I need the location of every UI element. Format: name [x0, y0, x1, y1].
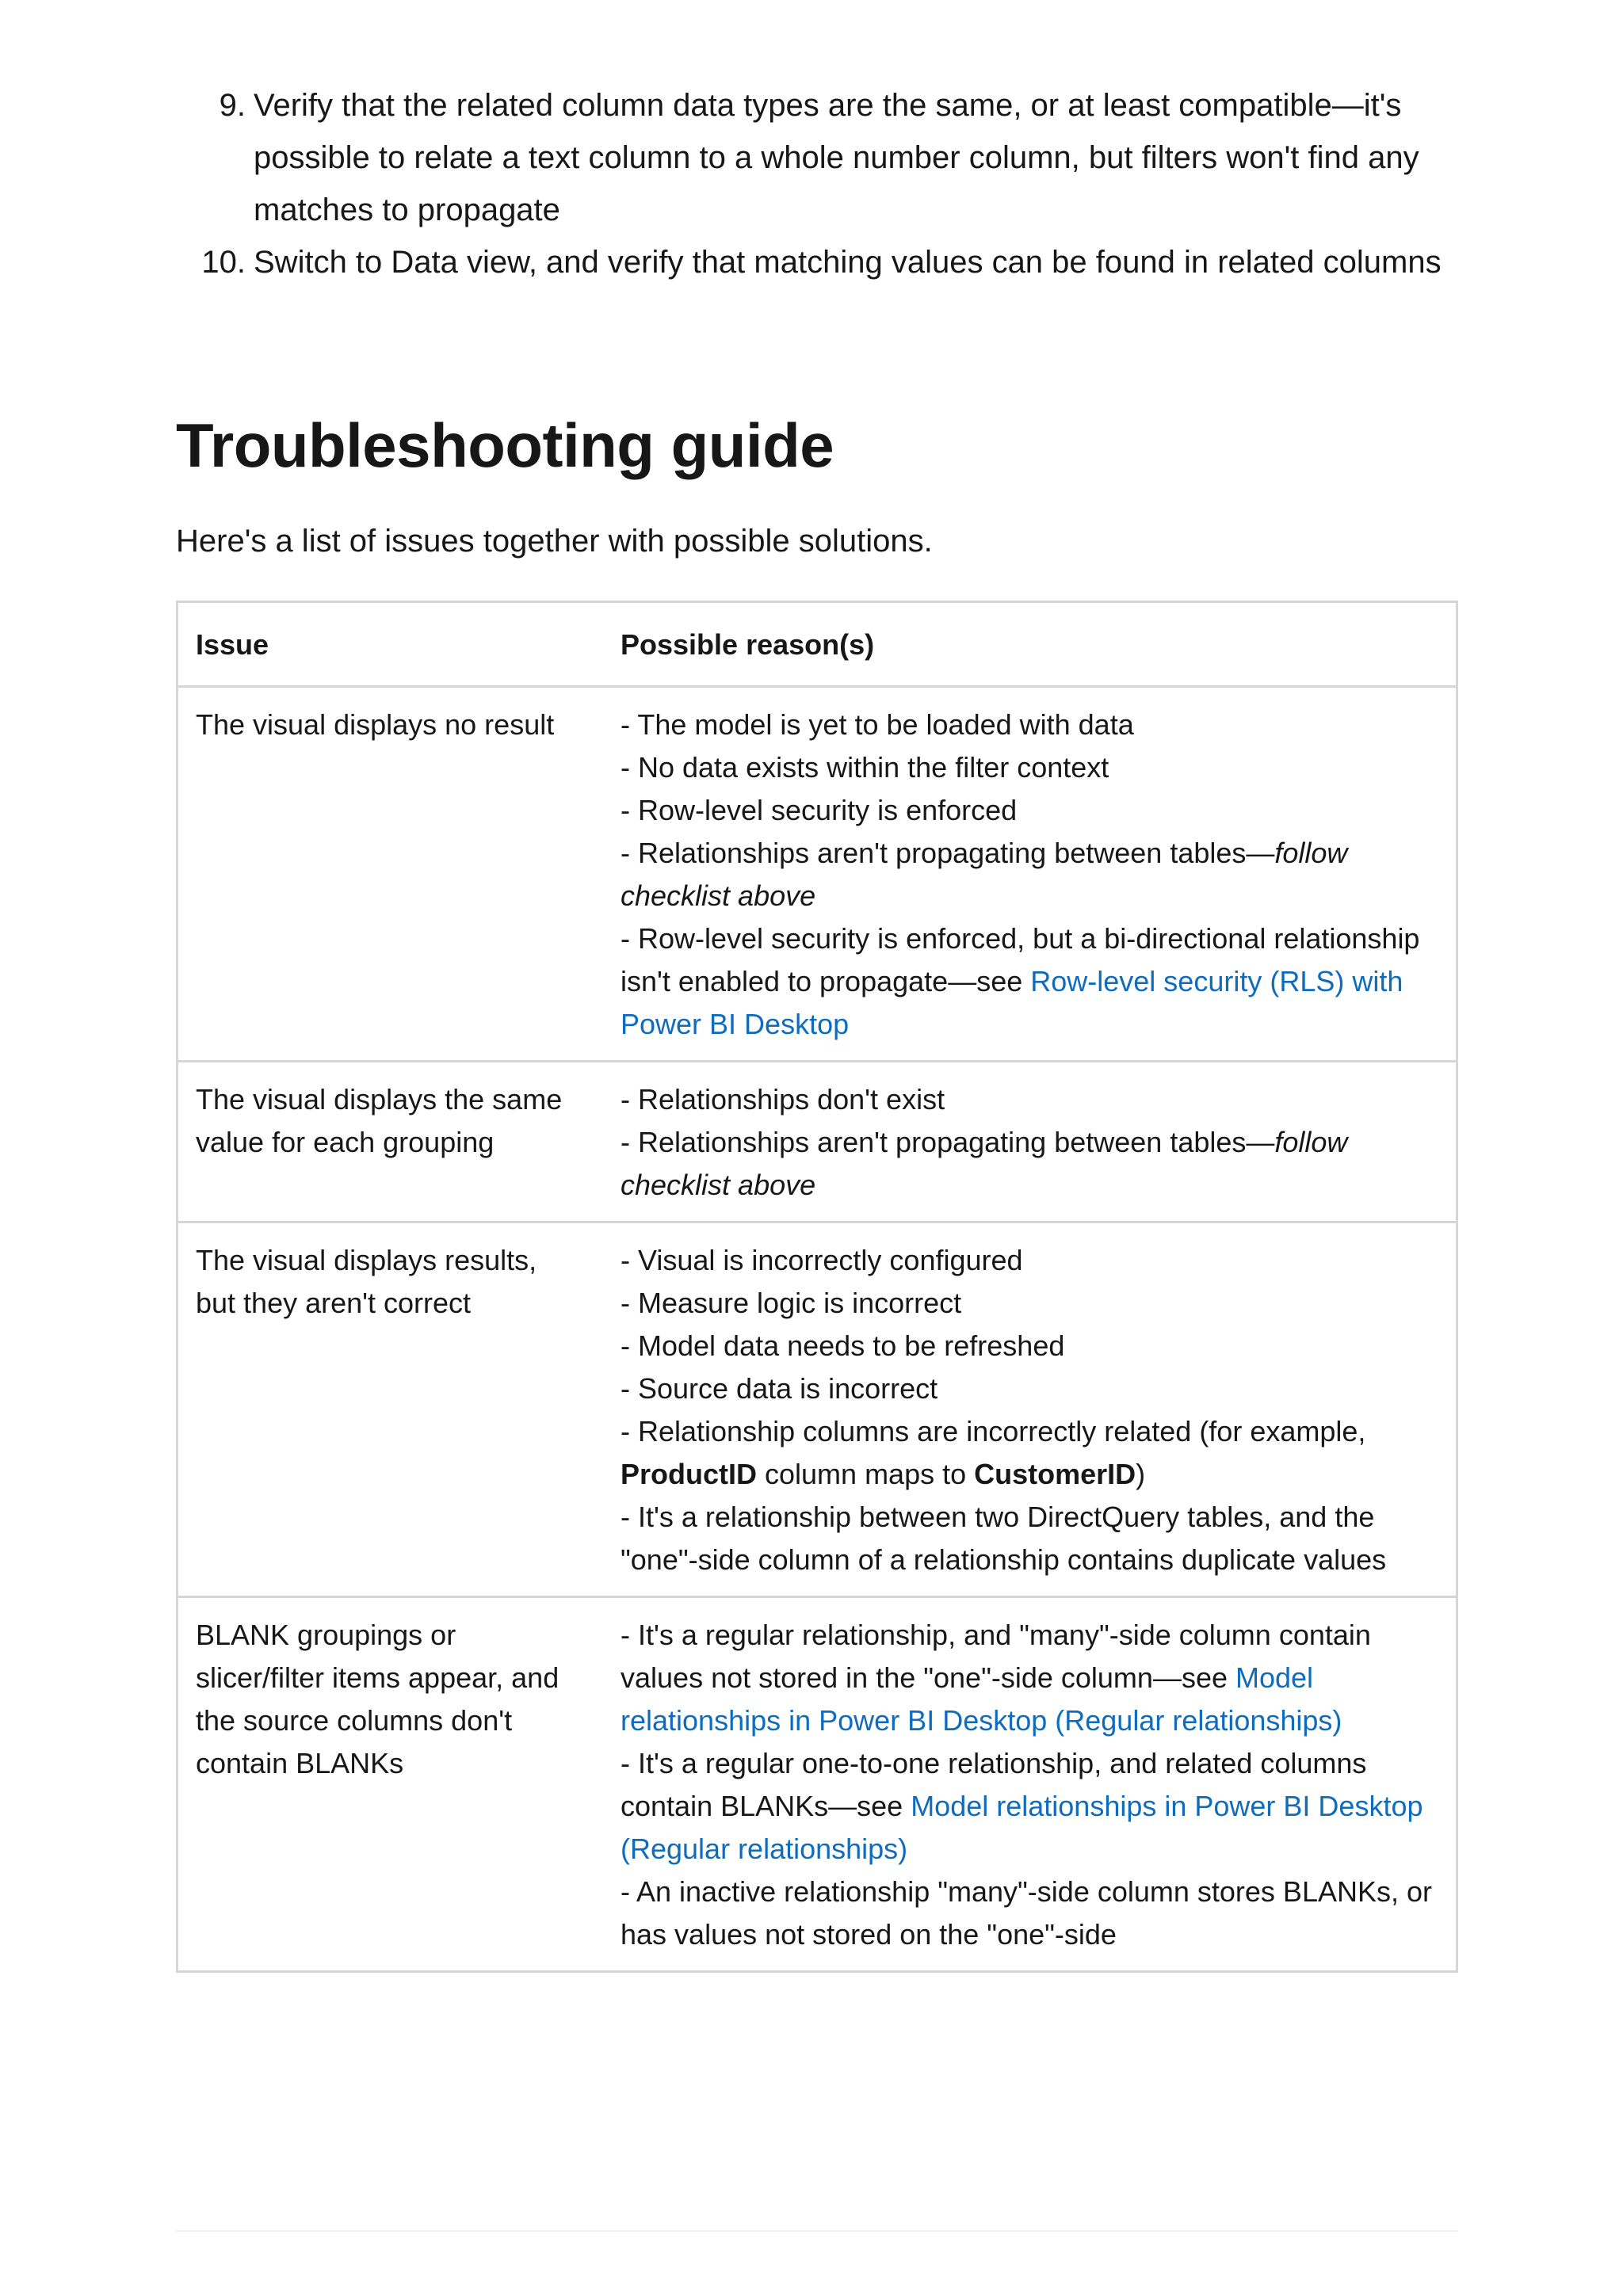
reason-line: - Model data needs to be refreshed	[621, 1329, 1065, 1362]
reason-line	[621, 1742, 1438, 1871]
reasons-cell	[603, 1222, 1457, 1597]
reason-line: - Row-level security is enforced	[621, 794, 1018, 826]
reason-text: )	[1136, 1458, 1146, 1490]
issue-cell: BLANK groupings or slicer/filter items appear, and the source columns don't contain BLANKs	[178, 1597, 604, 1972]
reason-line: - The model is yet to be loaded with data	[621, 708, 1134, 741]
column-header-issue: Issue	[178, 602, 604, 687]
table-row	[178, 1222, 1457, 1597]
column-name-productid: ProductID	[621, 1458, 758, 1490]
reason-line	[621, 1614, 1438, 1742]
issue-cell: The visual displays the same value for each grouping	[178, 1062, 604, 1222]
reasons-cell	[603, 1597, 1457, 1972]
list-number: 9.	[219, 88, 246, 123]
list-item-text: Verify that the related column data types are the same, or at least compatible—it's possible to relate a text column to a whole number column, but filters won't find any matches to propagate	[254, 88, 1419, 227]
reason-line	[621, 1410, 1438, 1496]
reason-line	[621, 1121, 1438, 1207]
list-item	[176, 236, 1458, 288]
reason-line: - No data exists within the filter context	[621, 751, 1109, 784]
reason-emphasis: follow checklist above	[621, 837, 1348, 912]
checklist-continued	[176, 79, 1458, 288]
reason-line: - Measure logic is incorrect	[621, 1287, 962, 1319]
reason-text: - Relationships aren't propagating between tables—	[621, 837, 1275, 869]
troubleshooting-table	[176, 601, 1458, 1973]
reasons-cell	[603, 1062, 1457, 1222]
reason-text: column maps to	[757, 1458, 975, 1490]
reason-line: - Visual is incorrectly configured	[621, 1244, 1023, 1276]
issue-cell: The visual displays results, but they aren't correct	[178, 1222, 604, 1597]
reasons-cell	[603, 687, 1457, 1062]
issue-cell: The visual displays no result	[178, 687, 604, 1062]
footer-divider	[176, 2230, 1458, 2232]
reason-emphasis: follow checklist above	[621, 1126, 1348, 1201]
reason-text: - Relationships aren't propagating between tables—	[621, 1126, 1275, 1158]
model-relationships-link[interactable]: Model relationships in Power BI Desktop (Regular relationships)	[621, 1661, 1342, 1737]
table-header-row	[178, 602, 1457, 687]
section-heading: Troubleshooting guide	[176, 410, 834, 480]
reason-line: - It's a relationship between two DirectQuery tables, and the "one"-side column of a relationship contains duplicate values	[621, 1501, 1387, 1576]
column-header-reasons: Possible reason(s)	[603, 602, 1457, 687]
rls-doc-link[interactable]: Row-level security (RLS) with Power BI Desktop	[621, 965, 1403, 1040]
model-relationships-link[interactable]: Model relationships in Power BI Desktop (Regular relationships)	[621, 1790, 1423, 1865]
reason-text: - It's a regular one-to-one relationship, and related columns contain BLANKs—see	[621, 1747, 1367, 1822]
reason-line: - An inactive relationship "many"-side column stores BLANKs, or has values not stored on the "one"-side	[621, 1875, 1432, 1951]
reason-line	[621, 832, 1438, 917]
list-item-text: Switch to Data view, and verify that matching values can be found in related columns	[254, 245, 1442, 280]
reason-line: - Relationships don't exist	[621, 1083, 945, 1116]
table-row	[178, 1597, 1457, 1972]
reason-text: - Relationship columns are incorrectly related (for example,	[621, 1415, 1366, 1447]
reason-line: - Source data is incorrect	[621, 1372, 938, 1405]
column-name-customerid: CustomerID	[974, 1458, 1136, 1490]
table-row	[178, 687, 1457, 1062]
section-intro: Here's a list of issues together with possible solutions.	[176, 524, 933, 559]
list-item	[176, 79, 1458, 236]
table-row	[178, 1062, 1457, 1222]
reason-text: - It's a regular relationship, and "many"-side column contain values not stored in the "one"-side column—see	[621, 1619, 1371, 1694]
list-number: 10.	[201, 245, 246, 280]
reason-line	[621, 917, 1438, 1046]
reason-text: - Row-level security is enforced, but a bi-directional relationship isn't enabled to propagate—see	[621, 922, 1420, 997]
